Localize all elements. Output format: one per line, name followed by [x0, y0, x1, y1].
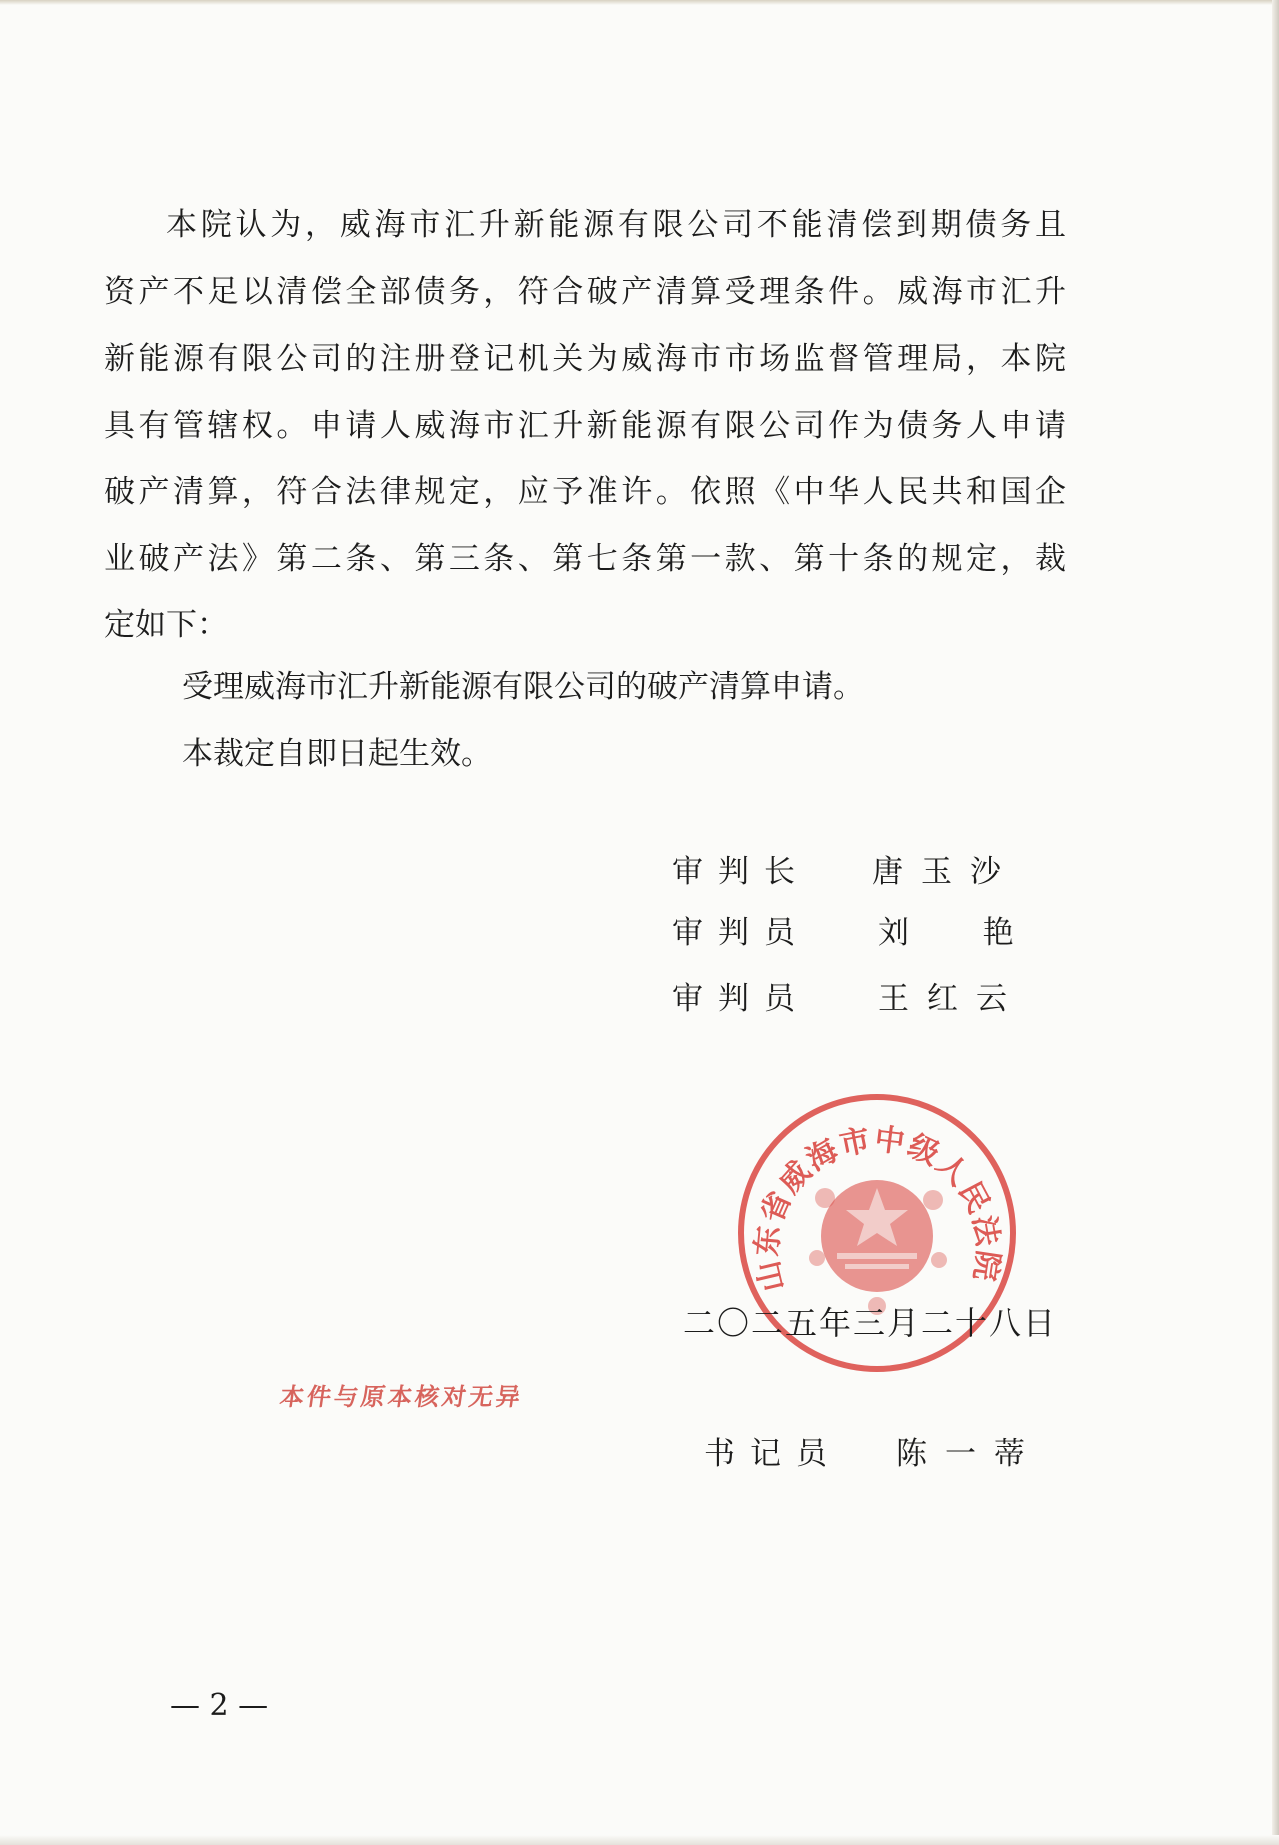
paragraph-line-7: 定如下： [104, 607, 228, 643]
document-date: 二〇二五年三月二十八日 [683, 1304, 1058, 1342]
paragraph-line-6: 业破产法》第二条、第三条、第七条第一款、第十条的规定，裁 [104, 541, 1066, 577]
effective-text: 本裁定自即日起生效。 [182, 736, 492, 772]
signature-row-judge-1 [672, 913, 1032, 953]
clerk-row [704, 1434, 1043, 1474]
signature-role: 审判员 [672, 915, 810, 951]
signature-role: 审判员 [672, 981, 810, 1017]
seal-text: 山东省威海市中级人民法院 [749, 1122, 1006, 1295]
page-number: — 2 — [170, 1688, 269, 1723]
clerk-name: 陈一蒂 [896, 1436, 1043, 1472]
paragraph-line-4: 具有管辖权。申请人威海市汇升新能源有限公司作为债务人申请 [104, 408, 1066, 444]
paragraph-line-2: 资产不足以清偿全部债务，符合破产清算受理条件。威海市汇升 [104, 274, 1066, 310]
paragraph-line-5: 破产清算，符合法律规定，应予准许。依照《中华人民共和国企 [104, 474, 1066, 510]
paper-right-edge [1272, 0, 1279, 1845]
signature-row-judge-2 [672, 979, 1025, 1019]
signature-name: 刘 艳 [878, 915, 1032, 951]
signature-role: 审判长 [672, 854, 810, 890]
ruling-text: 受理威海市汇升新能源有限公司的破产清算申请。 [182, 669, 864, 705]
paper-bottom-edge [0, 1835, 1279, 1845]
paragraph-line-1: 本院认为，威海市汇升新能源有限公司不能清偿到期债务且 [166, 207, 1066, 243]
signature-name: 王红云 [878, 981, 1025, 1017]
signature-name: 唐玉沙 [872, 854, 1019, 890]
copy-verified-stamp: 本件与原本核对无异 [278, 1383, 525, 1411]
clerk-role: 书记员 [704, 1436, 842, 1472]
paragraph-line-3: 新能源有限公司的注册登记机关为威海市市场监督管理局，本院 [104, 341, 1066, 377]
signature-row-presiding-judge [672, 852, 1019, 892]
paper-top-edge [0, 0, 1279, 5]
